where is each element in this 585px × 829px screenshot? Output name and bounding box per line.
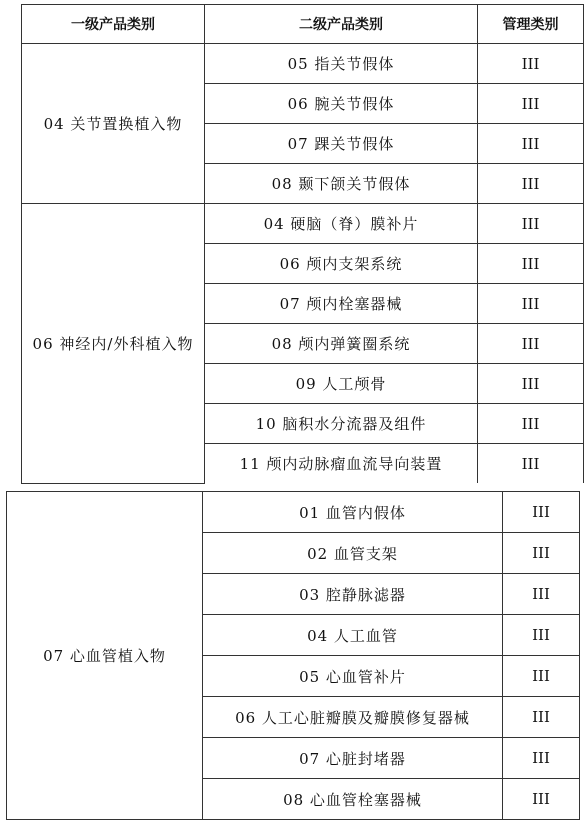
level2-category-cell: 07 颅内栓塞器械 — [205, 284, 478, 324]
level2-category-cell: 07 心脏封堵器 — [203, 738, 503, 779]
management-class-cell: III — [503, 574, 580, 615]
level2-category-cell: 05 心血管补片 — [203, 656, 503, 697]
management-class-cell: III — [478, 404, 584, 444]
level2-category-cell: 06 颅内支架系统 — [205, 244, 478, 284]
management-class-cell: III — [478, 364, 584, 404]
level2-category-cell: 02 血管支架 — [203, 533, 503, 574]
management-class-cell: III — [503, 656, 580, 697]
level1-category-cell: 04 关节置换植入物 — [22, 44, 205, 204]
level2-category-cell: 11 颅内动脉瘤血流导向装置 — [205, 444, 478, 484]
level1-category-cell: 06 神经内/外科植入物 — [22, 204, 205, 484]
level2-category-cell: 08 颞下颌关节假体 — [205, 164, 478, 204]
level2-category-cell: 03 腔静脉滤器 — [203, 574, 503, 615]
management-class-cell: III — [478, 284, 584, 324]
level2-category-cell: 04 硬脑（脊）膜补片 — [205, 204, 478, 244]
level2-category-cell: 10 脑积水分流器及组件 — [205, 404, 478, 444]
management-class-cell: III — [503, 615, 580, 656]
management-class-cell: III — [478, 44, 584, 84]
table-row — [7, 492, 580, 533]
classification-table-bottom — [6, 491, 580, 820]
management-class-cell: III — [503, 738, 580, 779]
management-class-cell: III — [478, 124, 584, 164]
management-class-cell: III — [478, 244, 584, 284]
level2-category-cell: 05 指关节假体 — [205, 44, 478, 84]
level2-category-cell: 04 人工血管 — [203, 615, 503, 656]
level1-category-cell: 07 心血管植入物 — [7, 492, 203, 820]
management-class-cell: III — [478, 324, 584, 364]
level2-category-cell: 06 腕关节假体 — [205, 84, 478, 124]
classification-table-top — [21, 4, 584, 484]
table-row — [22, 44, 584, 84]
management-class-cell: III — [503, 779, 580, 820]
header-level2: 二级产品类别 — [205, 5, 478, 44]
level2-category-cell: 06 人工心脏瓣膜及瓣膜修复器械 — [203, 697, 503, 738]
bottom-body — [7, 492, 580, 820]
level2-category-cell: 08 颅内弹簧圈系统 — [205, 324, 478, 364]
level2-category-cell: 07 踝关节假体 — [205, 124, 478, 164]
management-class-cell: III — [503, 533, 580, 574]
management-class-cell: III — [503, 697, 580, 738]
management-class-cell: III — [478, 444, 584, 484]
header-row — [22, 5, 584, 44]
header-level1: 一级产品类别 — [22, 5, 205, 44]
header-management: 管理类别 — [478, 5, 584, 44]
top-body — [22, 44, 584, 484]
management-class-cell: III — [478, 204, 584, 244]
management-class-cell: III — [503, 492, 580, 533]
management-class-cell: III — [478, 164, 584, 204]
level2-category-cell: 08 心血管栓塞器械 — [203, 779, 503, 820]
table-row — [22, 204, 584, 244]
management-class-cell: III — [478, 84, 584, 124]
level2-category-cell: 01 血管内假体 — [203, 492, 503, 533]
level2-category-cell: 09 人工颅骨 — [205, 364, 478, 404]
